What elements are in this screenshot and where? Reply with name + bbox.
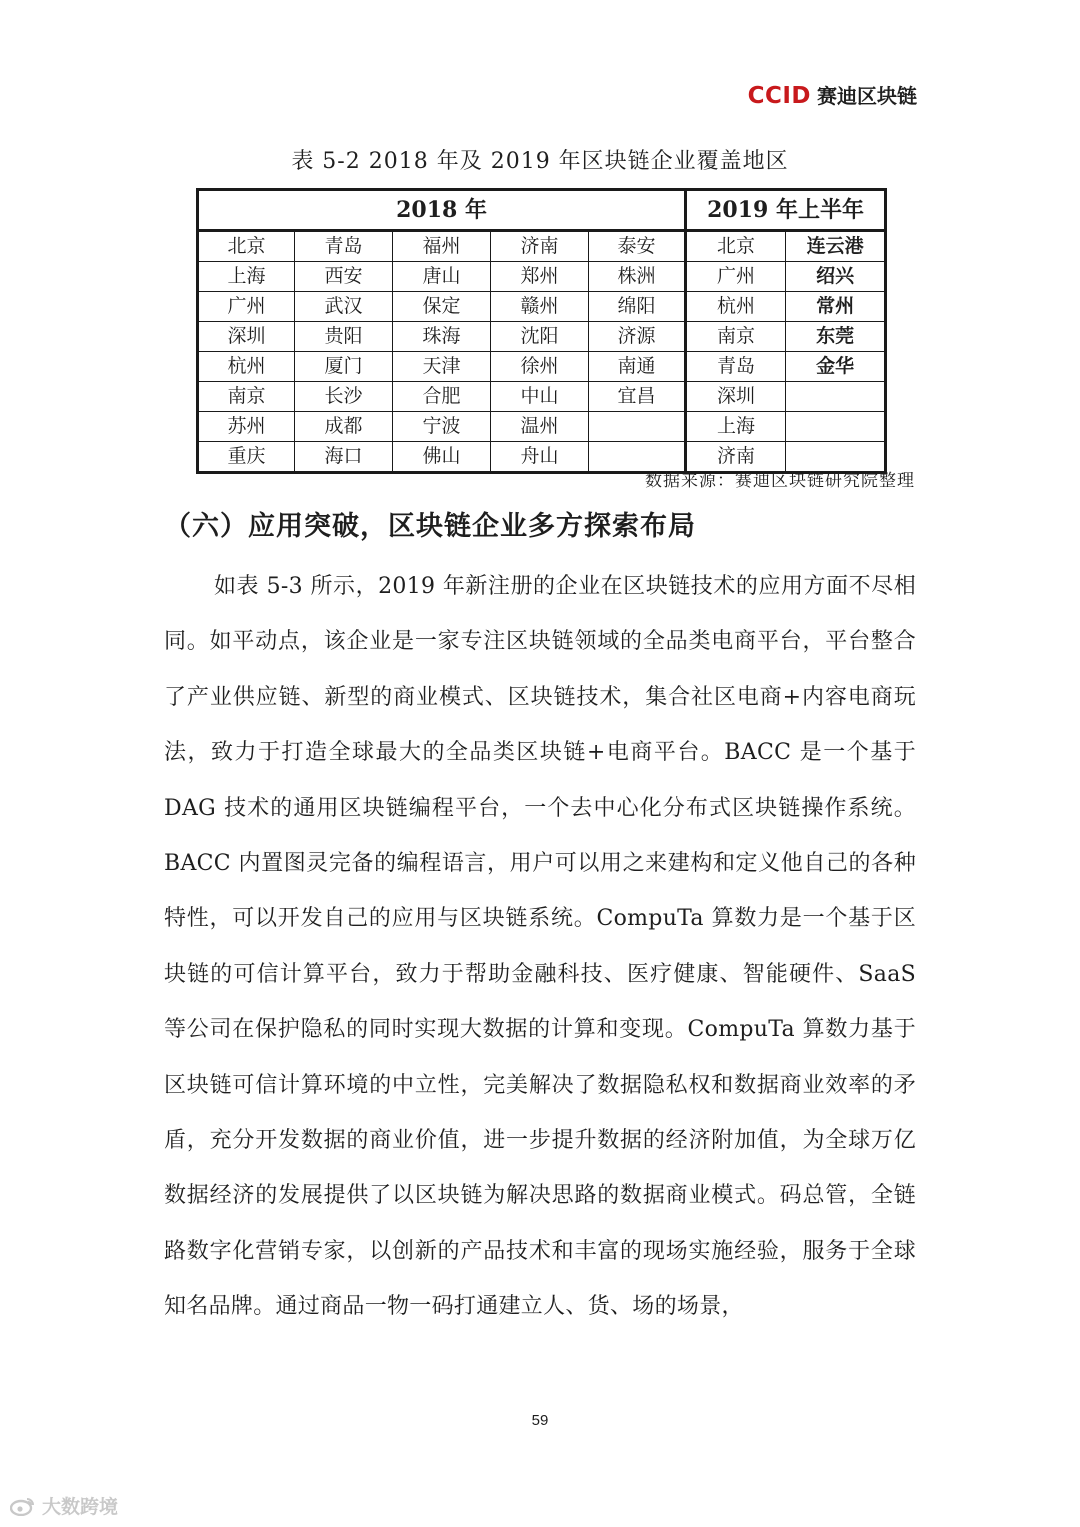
table-cell: 福州 xyxy=(393,231,491,262)
header-2018: 2018 年 xyxy=(198,190,686,231)
page-number: 59 xyxy=(531,1412,549,1429)
table-cell: 深圳 xyxy=(686,382,786,412)
body-paragraph: 如表 5-3 所示，2019 年新注册的企业在区块链技术的应用方面不尽相同。如平动点，该企业是一家专注区块链领域的全品类电商平台，平台整合了产业供应链、新型的商业模式、区块链技术，集合社区电商+内容电商玩法，致力于打造全球最大的全品类区块链+电商平台。BACC 是一个基于 DAG 技术的通用区块链编程平台，一个去中心化分布式区块链操作系统。BACC 内置图灵完备的编程语言，用户可以用之来建构和定义他自己的各种特性，可以开发自己的应用与区块链系统。CompuTa 算数力是一个基于区块链的可信计算平台，致力于帮助金融科技、医疗健康、智能硬件、SaaS 等公司在保护隐私的同时实现大数据的计算和变现。CompuTa 算数力基于区块链可信计算环境的中立性，完美解决了数据隐私权和数据商业效率的矛盾，充分开发数据的商业价值，进一步提升数据的经济附加值，为全球万亿数据经济的发展提供了以区块链为解决思路的数据商业模式。码总管，全链路数字化营销专家，以创新的产品技术和丰富的现场实施经验，服务于全球知名品牌。通过商品一物一码打通建立人、货、场的场景， xyxy=(164,574,916,1320)
table-cell: 北京 xyxy=(686,231,786,262)
table-cell: 武汉 xyxy=(295,292,393,322)
table-cell: 广州 xyxy=(198,292,295,322)
table-cell: 南京 xyxy=(686,322,786,352)
table-cell: 舟山 xyxy=(491,442,589,473)
table-cell: 天津 xyxy=(393,352,491,382)
table-cell: 连云港 xyxy=(786,231,886,262)
table-cell: 温州 xyxy=(491,412,589,442)
table-cell: 北京 xyxy=(198,231,295,262)
table-header-row xyxy=(198,190,886,231)
table-cell: 上海 xyxy=(686,412,786,442)
table-cell: 绍兴 xyxy=(786,262,886,292)
table-cell: 常州 xyxy=(786,292,886,322)
table-cell: 东莞 xyxy=(786,322,886,352)
table-row xyxy=(198,322,886,352)
table-cell: 青岛 xyxy=(686,352,786,382)
table-cell: 济南 xyxy=(686,442,786,473)
table-cell: 合肥 xyxy=(393,382,491,412)
regions-table xyxy=(196,188,887,474)
table-cell: 南京 xyxy=(198,382,295,412)
table-cell: 广州 xyxy=(686,262,786,292)
table-cell: 徐州 xyxy=(491,352,589,382)
section-heading: （六）应用突破，区块链企业多方探索布局 xyxy=(164,511,696,542)
table-cell: 株洲 xyxy=(589,262,686,292)
table-cell xyxy=(786,412,886,442)
weibo-icon xyxy=(10,1496,36,1516)
table-cell: 宜昌 xyxy=(589,382,686,412)
brand-ccid: CCID xyxy=(747,83,811,109)
table-cell: 贵阳 xyxy=(295,322,393,352)
table-cell: 重庆 xyxy=(198,442,295,473)
header-2019: 2019 年上半年 xyxy=(686,190,886,231)
table-cell: 西安 xyxy=(295,262,393,292)
table-row xyxy=(198,262,886,292)
table-cell: 金华 xyxy=(786,352,886,382)
table-cell: 成都 xyxy=(295,412,393,442)
table-cell: 郑州 xyxy=(491,262,589,292)
table-cell: 绵阳 xyxy=(589,292,686,322)
table-cell: 长沙 xyxy=(295,382,393,412)
table-cell: 沈阳 xyxy=(491,322,589,352)
data-source: 数据来源：赛迪区块链研究院整理 xyxy=(645,471,915,491)
table-cell: 上海 xyxy=(198,262,295,292)
table-cell: 杭州 xyxy=(198,352,295,382)
watermark-text: 大数跨境 xyxy=(42,1496,119,1518)
table-cell: 济南 xyxy=(491,231,589,262)
table-cell: 苏州 xyxy=(198,412,295,442)
table-row xyxy=(198,382,886,412)
table-cell: 厦门 xyxy=(295,352,393,382)
table-cell: 深圳 xyxy=(198,322,295,352)
brand-name: 赛迪区块链 xyxy=(817,84,917,108)
table-cell: 中山 xyxy=(491,382,589,412)
table-cell: 保定 xyxy=(393,292,491,322)
brand-header xyxy=(748,80,917,109)
table-row xyxy=(198,412,886,442)
table-cell xyxy=(589,412,686,442)
table-cell: 杭州 xyxy=(686,292,786,322)
table-cell: 泰安 xyxy=(589,231,686,262)
table-cell: 佛山 xyxy=(393,442,491,473)
table-caption: 表 5-2 2018 年及 2019 年区块链企业覆盖地区 xyxy=(291,149,789,174)
table-cell: 珠海 xyxy=(393,322,491,352)
table-cell: 济源 xyxy=(589,322,686,352)
table-cell: 青岛 xyxy=(295,231,393,262)
table-row xyxy=(198,352,886,382)
table-cell: 南通 xyxy=(589,352,686,382)
table-cell: 赣州 xyxy=(491,292,589,322)
table-cell: 海口 xyxy=(295,442,393,473)
table-cell: 唐山 xyxy=(393,262,491,292)
table-cell xyxy=(786,382,886,412)
table-row xyxy=(198,292,886,322)
watermark xyxy=(10,1492,118,1519)
table-row xyxy=(198,231,886,262)
table-cell: 宁波 xyxy=(393,412,491,442)
table-body xyxy=(198,231,886,473)
